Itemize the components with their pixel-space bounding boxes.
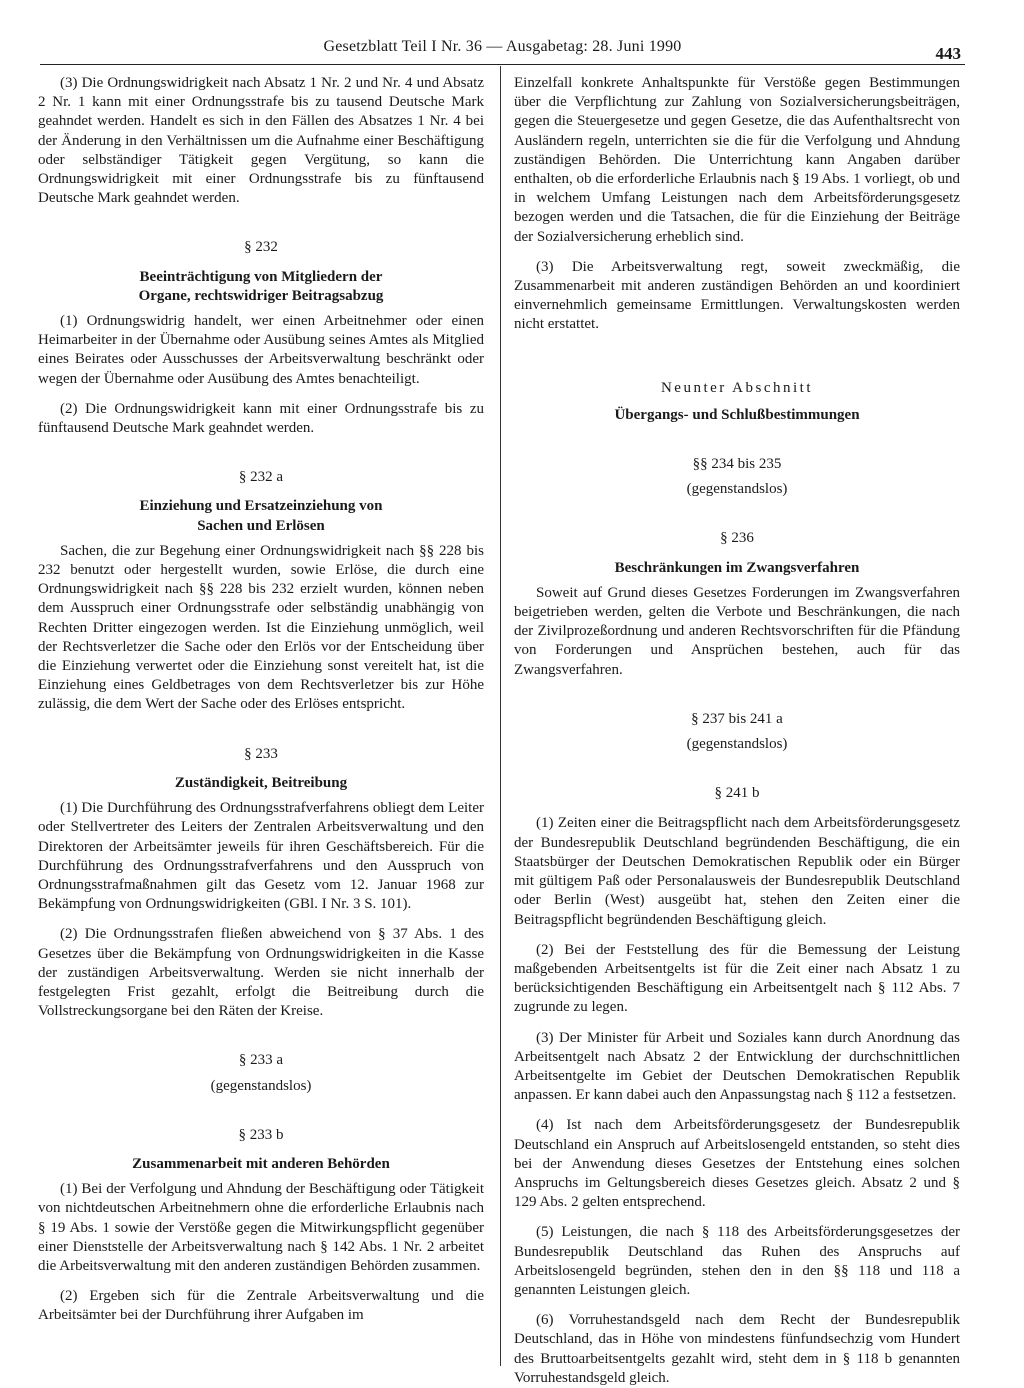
page-header bbox=[40, 38, 965, 65]
section-236-title: Beschränkungen im Zwangsverfahren bbox=[614, 559, 860, 576]
paragraph-241b-2: (2) Bei der Feststellung des für die Bemessung der Leistung maßgebenden Arbeitsentgelts ist für die Zeit einer nach Absatz 1 zu berücksichtigenden Beschäftigung ein Arbeitsentgelt nach § 112 Abs. 7 zugrunde zu legen. bbox=[514, 941, 960, 1016]
header-title: Gesetzblatt Teil I Nr. 36 — Ausgabetag: 28. Juni 1990 bbox=[323, 38, 682, 55]
section-232a-title-line-1: Einziehung und Ersatzeinziehung von bbox=[139, 498, 383, 515]
section-233a-status: (gegenstandslos) bbox=[210, 1077, 312, 1094]
column-divider bbox=[500, 66, 501, 1366]
page-number: 443 bbox=[935, 44, 961, 63]
section-237-241a-number: § 237 bis 241 a bbox=[691, 710, 783, 727]
section-241b-number: § 241 b bbox=[714, 785, 760, 802]
paragraph-233b-2: (2) Ergeben sich für die Zentrale Arbeitsverwaltung und die Arbeitsämter bei der Durchführung ihrer Aufgaben im bbox=[38, 1288, 484, 1324]
section-232-title-line-2: Organe, rechtswidriger Beitragsabzug bbox=[138, 287, 384, 304]
section-233b-title: Zusammenarbeit mit anderen Behörden bbox=[132, 1155, 390, 1172]
section-233-title: Zuständigkeit, Beitreibung bbox=[174, 774, 348, 791]
paragraph-236: Soweit auf Grund dieses Gesetzes Forderungen im Zwangsverfahren beigetrieben werden, gelten die Verbote und Beschränkungen, die nach der Zivilprozeßordnung und anderen Rechtsvorschriften für die Pfändung von Forderungen und Ansprüchen bestehen, auch für das Zwangsverfahren. bbox=[514, 584, 960, 678]
paragraph-232a: Sachen, die zur Begehung einer Ordnungswidrigkeit nach §§ 228 bis 232 benutzt oder hergestellt wurden, sowie Erlöse, die durch eine Ordnungswidrigkeit nach §§ 228 bis 232 erzielt wurden, können neben dem Ausspruch einer Ordnungsstrafe oder selbständig unabhängig von Rechten Dritter eingezogen werden. Ist die Einziehung unmöglich, weil der Rechtsverletzer die Sache oder den Erlös vor der Entscheidung über die Einziehung verwertet oder die Einziehung sonst vereitelt hat, ist die Einziehung eines Geldbetrages von dem Rechtsverletzer bis zur Höhe zulässig, die dem Wert der Sache oder des Erlöses entspricht. bbox=[38, 542, 484, 713]
section-232-number: § 232 bbox=[244, 239, 278, 256]
paragraph-233b-3: (3) Die Arbeitsverwaltung regt, soweit zweckmäßig, die Zusammenarbeit mit anderen zuständigen Behörden an und koordiniert einvernehmlich gemeinsame Ermittlungen. Verwaltungskosten werden nicht erstattet. bbox=[514, 258, 960, 333]
section-233-number: § 233 bbox=[244, 745, 278, 762]
section-233a-number: § 233 a bbox=[238, 1052, 284, 1069]
section-236-number: § 236 bbox=[720, 530, 754, 547]
paragraph-231-3: (3) Die Ordnungswidrigkeit nach Absatz 1 Nr. 2 und Nr. 4 und Absatz 2 Nr. 1 kann mit einer Ordnungsstrafe bis zu tausend Deutsche Mark geahndet werden. Handelt es sich in den Fällen des Absatzes 1 Nr. 4 bei der Änderung in den Verhältnissen um die Aufnahme einer Beschäftigung oder selbständiger Tätigkeit gegen Vergütung, so kann die Ordnungswidrigkeit mit einer Ordnungsstrafe bis zu fünftausend Deutsche Mark geahndet werden. bbox=[38, 75, 484, 207]
right-column bbox=[514, 74, 960, 1388]
paragraph-241b-6: (6) Vorruhestandsgeld nach dem Recht der Bundesrepublik Deutschland, das in Höhe von mindestens fünfundsechzig vom Hundert des Bruttoarbeitsentgelts gezahlt wird, steht dem in § 118 b genannten Vorruhestandsgeld gleich. bbox=[514, 1312, 960, 1386]
chapter-title: Übergangs- und Schlußbestimmungen bbox=[614, 406, 860, 423]
section-232a-title-line-2: Sachen und Erlösen bbox=[197, 517, 325, 534]
paragraph-232-2: (2) Die Ordnungswidrigkeit kann mit einer Ordnungsstrafe bis zu fünftausend Deutsche Mark geahndet werden. bbox=[38, 400, 484, 437]
paragraph-233b-2-continued: Einzelfall konkrete Anhaltspunkte für Verstöße gegen Bestimmungen über die Verpflichtung zur Zahlung von Sozialversicherungsbeiträgen, gegen die Steuergesetze und gegen Gesetze, die das Aufenthaltsrecht von Ausländern regeln, unterrichten sie die für die Verfolgung und Ahndung zuständigen Behörden. Die Unterrichtung kann Angaben darüber enthalten, ob die erforderliche Erlaubnis nach § 19 Abs. 1 vorliegt, ob und in welchem Umfang Leistungen nach dem Arbeitsförderungsgesetz bezogen werden und die Tatsachen, die für die Einziehung der Beiträge der Sozialversicherung erheblich sind. bbox=[514, 75, 960, 245]
paragraph-241b-5: (5) Leistungen, die nach § 118 des Arbeitsförderungsgesetzes der Bundesrepublik Deutschland das Ruhen des Anspruchs auf Arbeitslosengeld begründen, stehen den in den §§ 118 und 118 a genannten Leistungen gleich. bbox=[514, 1224, 960, 1298]
chapter-heading: Neunter Abschnitt bbox=[660, 379, 814, 396]
section-233b-number: § 233 b bbox=[238, 1126, 284, 1143]
section-234-235-status: (gegenstandslos) bbox=[686, 481, 788, 498]
section-234-235-number: §§ 234 bis 235 bbox=[692, 456, 782, 473]
paragraph-233-2: (2) Die Ordnungsstrafen fließen abweichend von § 37 Abs. 1 des Gesetzes über die Bekämpfung von Ordnungswidrigkeiten in die Kasse der zuständigen Arbeitsverwaltung. Werden sie nicht innerhalb der festgelegten Frist gezahlt, erfolgt die Beitreibung durch die Vollstreckungsorgane bei den Räten der Kreise. bbox=[38, 926, 484, 1020]
paragraph-241b-4: (4) Ist nach dem Arbeitsförderungsgesetz der Bundesrepublik Deutschland ein Anspruch auf Arbeitslosengeld entstanden, so steht dies bei der Anwendung dieses Gesetzes der Entstehung eines solchen Anspruchs im Geltungsbereich dieses Gesetzes gleich. Absatz 2 und § 129 Abs. 2 gelten entsprechend. bbox=[514, 1117, 960, 1211]
paragraph-241b-3: (3) Der Minister für Arbeit und Soziales kann durch Anordnung das Arbeitsentgelt nach Absatz 2 der Entwicklung der durchschnittlichen Arbeitsentgelte im Gebiet der Deutschen Demokratischen Republik anpassen. Er kann dabei auch den Anpassungstag nach § 112 a festsetzen. bbox=[514, 1029, 960, 1104]
section-232a-title bbox=[38, 497, 484, 535]
paragraph-233b-1: (1) Bei der Verfolgung und Ahndung der Beschäftigung oder Tätigkeit von nichtdeutschen Arbeitnehmern ohne die erforderliche Erlaubnis nach § 19 Abs. 1 sowie der Verstöße gegen die Mitwirkungspflicht gegenüber einer Dienststelle der Arbeitsverwaltung nach § 142 Abs. 1 Nr. 2 arbeitet die Arbeitsverwaltung mit den anderen zuständigen Behörden zusammen. bbox=[38, 1181, 484, 1274]
section-232a-number: § 232 a bbox=[238, 469, 284, 486]
paragraph-241b-1: (1) Zeiten einer die Beitragspflicht nach dem Arbeitsförderungsgesetz der Bundesrepublik Deutschland begründenden Beschäftigung, die ein Staatsbürger der Deutschen Demokratischen Republik oder ein Bürger mit gültigem Paß oder Personalausweis der Bundesrepublik Deutschland oder Berlin (West) ausgeübt hat, stehen den Zeiten einer die Beitragspflicht begründenden Beschäftigung gleich. bbox=[514, 815, 960, 928]
paragraph-233-1: (1) Die Durchführung des Ordnungsstrafverfahrens obliegt dem Leiter oder Stellvertreter des Leiters der Zentralen Arbeitsverwaltung und den Direktoren der Arbeitsämter jeweils für ihren Geschäftsbereich. Für die Durchführung des Ordnungsstrafverfahrens und den Ausspruch von Ordnungsstrafmaßnahmen gilt das Gesetz vom 12. Januar 1968 zur Bekämpfung von Ordnungswidrigkeiten (GBl. I Nr. 3 S. 101). bbox=[38, 800, 484, 913]
left-column bbox=[38, 74, 484, 1326]
paragraph-232-1: (1) Ordnungswidrig handelt, wer einen Arbeitnehmer oder einen Heimarbeiter in der Übernahme oder Ausübung seines Amtes als Mitglied eines Beirates oder Ausschusses der Arbeitsverwaltung beschränkt oder wegen der Übernahme oder Ausübung des Amtes benachteiligt. bbox=[38, 313, 484, 387]
section-237-241a-status: (gegenstandslos) bbox=[686, 736, 788, 753]
section-232-title-line-1: Beeinträchtigung von Mitgliedern der bbox=[139, 268, 383, 285]
section-232-title bbox=[38, 268, 484, 306]
